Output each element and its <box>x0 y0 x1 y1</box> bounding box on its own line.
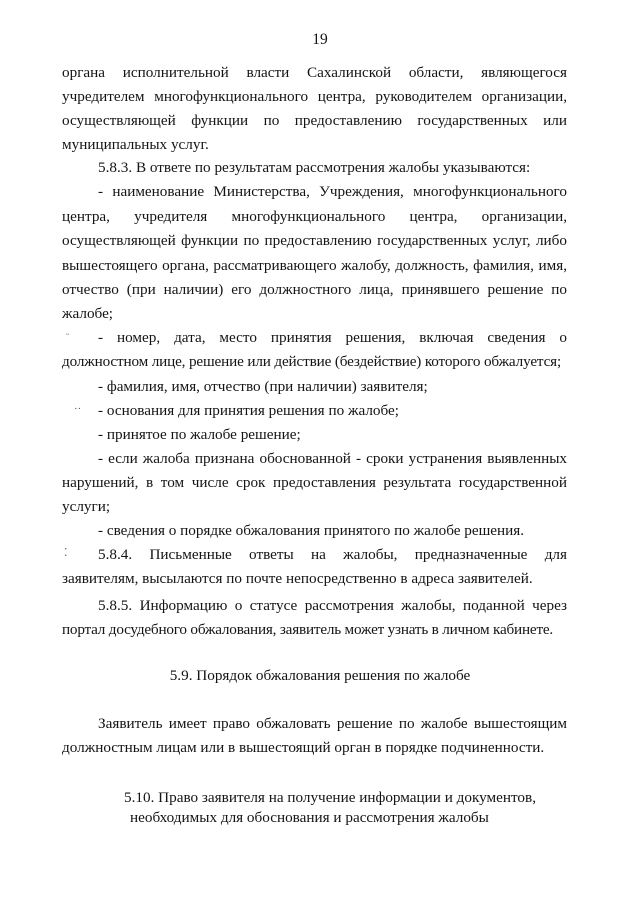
text-line: - номер, дата, место принятия решения, включая сведения о <box>98 329 567 346</box>
section-heading: 5.9. Порядок обжалования решения по жалобе <box>169 667 471 684</box>
text-line: - основания для принятия решения по жалобе; <box>98 402 399 419</box>
text-line: нарушений, в том числе срок предоставления результата государственной <box>62 474 567 491</box>
section-heading: 5.10. Право заявителя на получение информации и документов, <box>124 789 536 806</box>
text-line: вышестоящего органа, рассматривающего жалобу, должность, фамилия, имя, <box>62 257 567 274</box>
text-line: должностном лице, решение или действие (бездействие) которого обжалуется; <box>62 353 562 370</box>
scan-speck: ·· <box>74 403 82 415</box>
text-line: услуги; <box>62 498 111 515</box>
text-line: должностным лицам или в вышестоящий орган в порядке подчиненности. <box>62 739 545 756</box>
scan-speck: ⁚ <box>64 547 68 559</box>
text-line: 5.8.5. Информацию о статусе рассмотрения жалобы, поданной через <box>98 597 567 614</box>
text-line: отчество (при наличии) его должностного лица, принявшего решение по <box>62 281 567 298</box>
text-line: - если жалоба признана обоснованной - сроки устранения выявленных <box>98 450 567 467</box>
text-line: заявителям, высылаются по почте непосредственно в адреса заявителей. <box>62 570 533 587</box>
text-line: центра, учредителя многофункционального центра, организации, <box>62 208 567 225</box>
text-line: - фамилия, имя, отчество (при наличии) заявителя; <box>98 378 428 395</box>
section-heading: необходимых для обоснования и рассмотрения жалобы <box>130 809 489 826</box>
scan-speck: ᵕ <box>66 329 70 341</box>
text-line: 5.8.3. В ответе по результатам рассмотрения жалобы указываются: <box>98 159 531 176</box>
text-line: муниципальных услуг. <box>62 136 209 153</box>
text-line: учредителем многофункционального центра, руководителем организации, <box>62 88 567 105</box>
text-line: Заявитель имеет право обжаловать решение по жалобе вышестоящим <box>98 715 567 732</box>
text-line: органа исполнительной власти Сахалинской области, являющегося <box>62 64 567 81</box>
text-line: жалобе; <box>62 305 114 322</box>
text-line: - сведения о порядке обжалования принятого по жалобе решения. <box>98 522 525 539</box>
text-line: осуществляющей функции по предоставлению государственных или <box>62 112 567 129</box>
text-line: осуществляющей функции по предоставлению государственных услуг, либо <box>62 232 567 249</box>
text-line: - наименование Министерства, Учреждения, многофункционального <box>98 183 567 200</box>
text-line: 5.8.4. Письменные ответы на жалобы, предназначенные для <box>98 546 567 563</box>
text-line: - принятое по жалобе решение; <box>98 426 301 443</box>
text-line: портал досудебного обжалования, заявитель может узнать в личном кабинете. <box>62 621 554 638</box>
page-number: 19 <box>312 31 328 48</box>
